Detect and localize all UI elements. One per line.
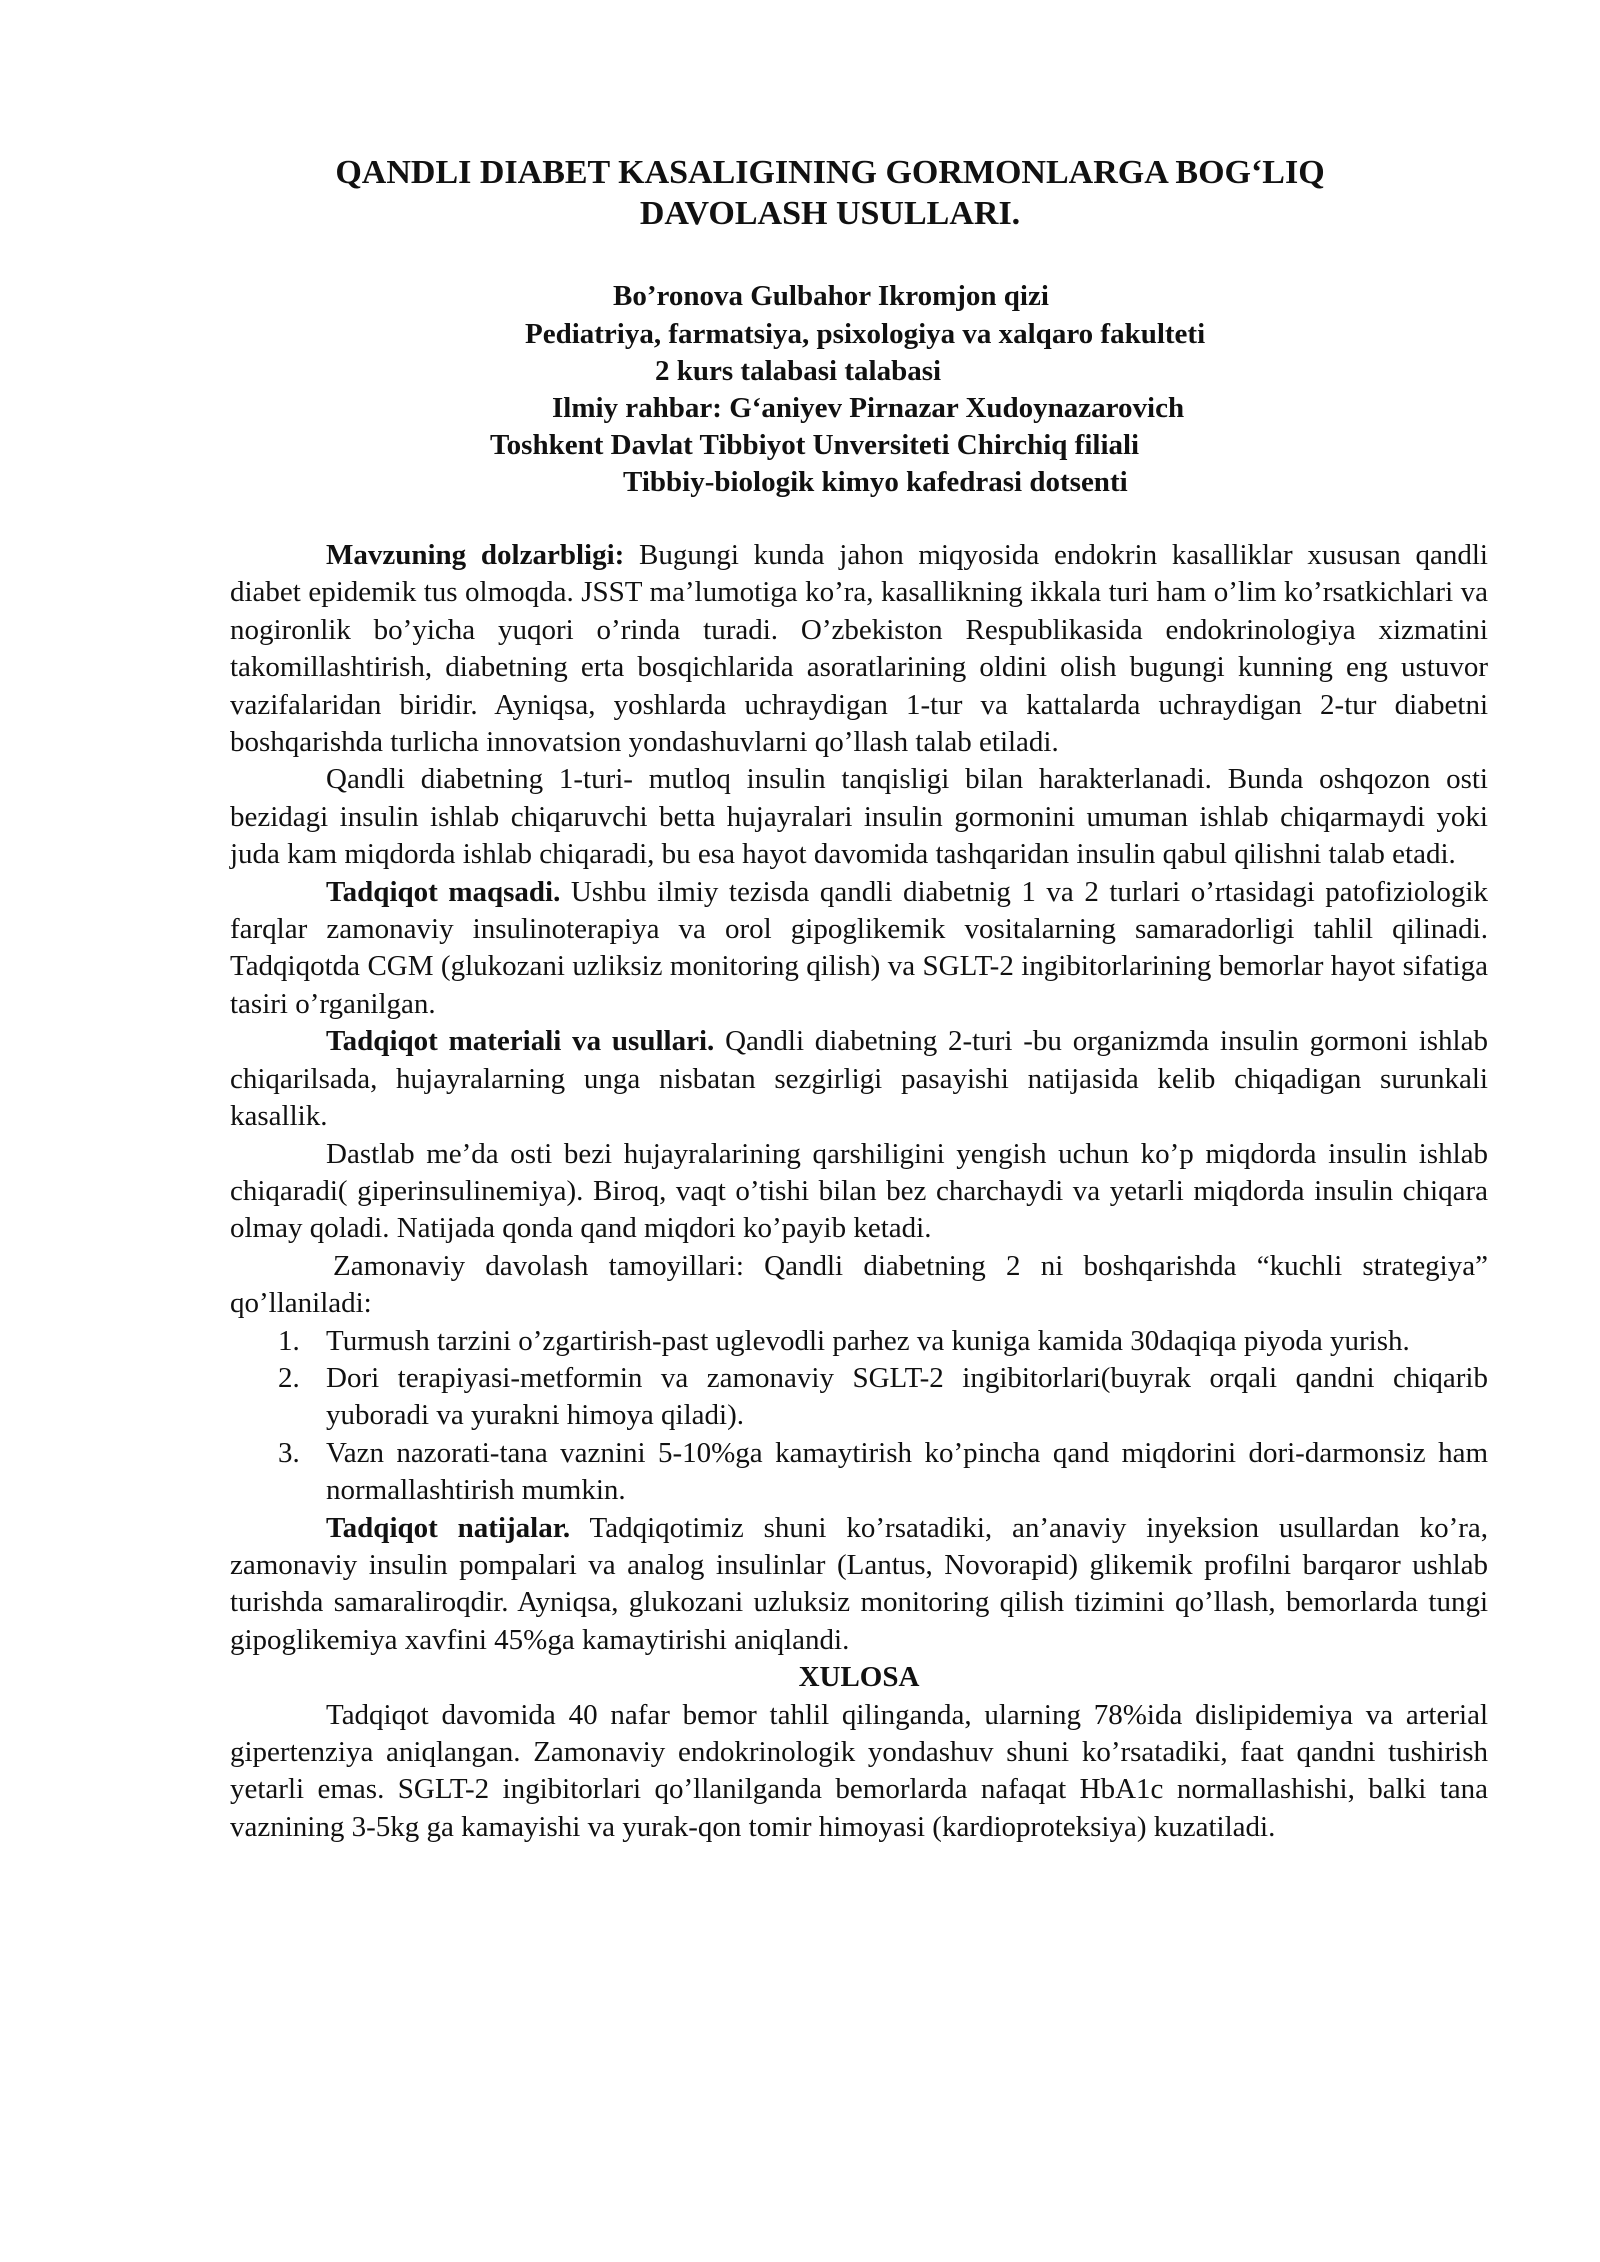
type1-paragraph: Qandli diabetning 1-turi- mutloq insulin tanqisligi bilan harakterlanadi. Bunda oshqozon osti bezidagi insulin ishlab chiqaruvchi betta hujayralari insulin gormonini umuman ishlab chiqarmaydi yoki juda kam miqdorda ishlab chiqaradi, bu esa hayot davomida tashqaridan insulin qabul qilishni talab etadi.: [230, 763, 1488, 871]
list-number: 3.: [278, 1436, 300, 1469]
results-label: Tadqiqot natijalar.: [326, 1511, 571, 1544]
department-name: Tibbiy-biologik kimyo kafedrasi dotsenti: [623, 466, 1128, 498]
results-text: Tadqiqotimiz shuni ko’rsatadiki, an’anaviy inyeksion usullardan ko’ra, zamonaviy insulin pompalari va analog insulinlar (Lantus, Novorapid) glikemik profilni barqaror ushlab turishda samaraliroqdir. Ayniqsa, glukozani uzluksiz monitoring qilish tizimini qo’llash, bemorlarda tungi gipoglikemiya xavfini 45%ga kamaytirishi aniqlandi.: [230, 1511, 1489, 1656]
methods-paragraph: [230, 1023, 1488, 1135]
list-text: Turmush tarzini o’zgartirish-past uglevodli parhez va kuniga kamida 30daqiqa piyoda yurish.: [326, 1324, 1410, 1357]
relevance-text: Bugungi kunda jahon miqyosida endokrin kasalliklar xususan qandli diabet epidemik tus olmoqda. JSST ma’lumotiga ko’ra, kasallikning ikkala turi ham o’lim ko’rsatkichlari va nogironlik bo’yicha yuqori o’rinda turadi. O’zbekiston Respublikasida endokrinologiya xizmatini takomillashtirish, diabetning erta bosqichlarida asoratlarining oldini olish bugungi kunning eng ustuvor vazifalaridan biridir. Ayniqsa, yoshlarda uchraydigan 1-tur va kattalarda uchraydigan 2-tur diabetni boshqarishda turlicha innovatsion yondashuvlarni qo’llash talab etiladi.: [230, 539, 1488, 759]
author-name: Bo’ronova Gulbahor Ikromjon qizi: [613, 280, 1049, 312]
list-item: [278, 1323, 1488, 1360]
conclusion-paragraph: Tadqiqot davomida 40 nafar bemor tahlil qilinganda, ularning 78%ida dislipidemiya va arterial gipertenziya aniqlangan. Zamonaviy endokrinologik yondashuv shuni ko’rsatadiki, faat qandni tushirish yetarli emas. SGLT-2 ingibitorlari qo’llanilganda bemorlarda nafaqat HbA1c normallashishi, balki tana vaznining 3-5kg ga kamayishi va yurak-qon tomir himoyasi (kardioproteksiya) kuzatiladi.: [230, 1698, 1488, 1843]
author-course: 2 kurs talabasi talabasi: [655, 355, 942, 387]
conclusion-heading: XULOSA: [798, 1661, 920, 1694]
aim-paragraph: [230, 874, 1488, 1024]
list-item: [278, 1360, 1488, 1435]
list-text: Vazn nazorati-tana vaznini 5-10%ga kamaytirish ko’pincha qand miqdorini dori-darmonsiz ham normallashtirish mumkin.: [326, 1436, 1488, 1507]
document-title: [230, 152, 1430, 234]
results-paragraph: [230, 1510, 1488, 1660]
scientific-advisor: Ilmiy rahbar: G‘aniyev Pirnazar Xudoynazarovich: [552, 392, 1185, 424]
list-text: Dori terapiyasi-metformin va zamonaviy SGLT-2 ingibitorlari(buyrak orqali qandni chiqarib yuboradi va yurakni himoya qiladi).: [326, 1361, 1488, 1432]
treatment-list: [230, 1323, 1488, 1510]
relevance-paragraph: [230, 537, 1488, 761]
document-body: [230, 537, 1488, 1846]
principles-intro: Zamonaviy davolash tamoyillari: Qandli diabetning 2 ni boshqarishda “kuchli strategiya” qo’llaniladi:: [230, 1249, 1488, 1320]
author-faculty: Pediatriya, farmatsiya, psixologiya va xalqaro fakulteti: [525, 318, 1206, 350]
title-line-2: DAVOLASH USULLARI.: [639, 195, 1021, 232]
list-number: 2.: [278, 1361, 300, 1394]
aim-label: Tadqiqot maqsadi.: [326, 875, 561, 908]
methods-text: Qandli diabetning 2-turi -bu organizmda insulin gormoni ishlab chiqarilsada, hujayralarning unga nisbatan sezgirligi pasayishi natijasida kelib chiqadigan surunkali kasallik.: [230, 1025, 1488, 1133]
methods-paragraph-2: Dastlab me’da osti bezi hujayralarining qarshiligini yengish uchun ko’p miqdorda insulin ishlab chiqaradi( giperinsulinemiya). Biroq, vaqt o’tishi bilan bez charchaydi va yetarli miqdorda insulin chiqara olmay qoladi. Natijada qonda qand miqdori ko’payib ketadi.: [230, 1137, 1488, 1245]
title-line-1: QANDLI DIABET KASALIGINING GORMONLARGA BOG‘LIQ: [335, 154, 1325, 191]
relevance-label: Mavzuning dolzarbligi:: [326, 539, 625, 571]
list-item: [278, 1435, 1488, 1510]
methods-label: Tadqiqot materiali va usullari.: [326, 1025, 715, 1058]
aim-text: Ushbu ilmiy tezisda qandli diabetnig 1 va 2 turlari o’rtasidagi patofiziologik farqlar zamonaviy insulinoterapiya va orol gipoglikemik vositalarning samaradorligi tahlil qilinadi. Tadqiqotda CGM (glukozani uzliksiz monitoring qilish) va SGLT-2 ingibitorlarining bemorlar hayot sifatiga tasiri o’rganilgan.: [230, 875, 1488, 1020]
list-number: 1.: [278, 1324, 300, 1357]
university-name: Toshkent Davlat Tibbiyot Unversiteti Chirchiq filiali: [490, 429, 1140, 461]
